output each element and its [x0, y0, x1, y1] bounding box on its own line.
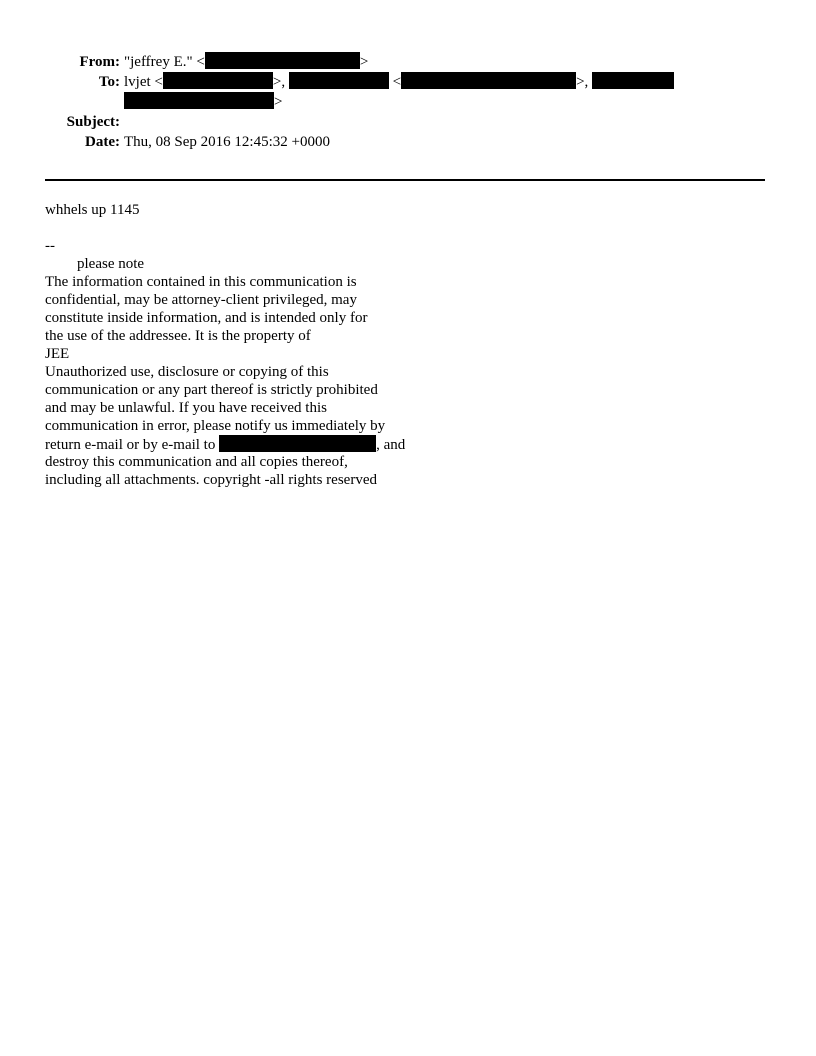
- disclaimer-line: the use of the addressee. It is the property of: [45, 328, 311, 344]
- subject-row: [0, 112, 816, 132]
- from-row: [0, 52, 816, 72]
- redaction-bar: [205, 52, 360, 69]
- to-value-continued: [124, 92, 282, 112]
- from-close: >: [359, 54, 369, 70]
- disclaimer-line: confidential, may be attorney-client privileged, may: [45, 292, 357, 308]
- redaction-bar: [219, 435, 376, 452]
- disclaimer-line: JEE: [45, 346, 70, 362]
- to-row-continued: [0, 92, 816, 112]
- subject-label: Subject:: [66, 114, 120, 130]
- date-value: Thu, 08 Sep 2016 12:45:32 +0000: [124, 134, 330, 150]
- message-text: whhels up 1145: [45, 202, 140, 218]
- disclaimer-line: communication or any part thereof is strictly prohibited: [45, 382, 378, 398]
- redaction-bar: [124, 92, 274, 109]
- to-label: To:: [98, 74, 120, 90]
- disclaimer-line: Unauthorized use, disclosure or copying of this: [45, 364, 329, 380]
- redaction-bar: [592, 72, 674, 89]
- note-heading: please note: [77, 256, 145, 272]
- disclaimer-line: constitute inside information, and is intended only for: [45, 310, 368, 326]
- disclaimer-line: and may be unlawful. If you have received this: [45, 400, 327, 416]
- to-value: [124, 72, 674, 92]
- email-header: [0, 52, 816, 152]
- disclaimer-line: The information contained in this communication is: [45, 274, 357, 290]
- redaction-bar: [401, 72, 576, 89]
- disclaimer-line: communication in error, please notify us immediately by: [45, 418, 386, 434]
- signature-separator: --: [45, 238, 55, 254]
- from-value: [124, 52, 368, 72]
- to-separator-1: >,: [272, 74, 286, 90]
- to-recipient-1: lvjet <: [124, 74, 163, 90]
- redaction-bar: [289, 72, 389, 89]
- date-label: Date:: [85, 134, 120, 150]
- to-close-3: >: [274, 94, 283, 110]
- date-row: [0, 132, 816, 152]
- disclaimer-line: including all attachments. copyright -all rights reserved: [45, 472, 377, 488]
- to-row: [0, 72, 816, 92]
- return-text-after: , and: [376, 437, 406, 453]
- return-text-before: return e-mail or by e-mail to: [45, 437, 220, 453]
- to-open-2: <: [392, 74, 402, 90]
- disclaimer-return-line: [45, 435, 445, 453]
- from-label: From:: [79, 54, 120, 70]
- redaction-bar: [163, 72, 273, 89]
- header-divider: [45, 179, 765, 181]
- from-name: "jeffrey E." <: [124, 54, 205, 70]
- email-body: [45, 201, 445, 489]
- blank-line: [45, 219, 445, 237]
- disclaimer-line: destroy this communication and all copies thereof,: [45, 454, 348, 470]
- to-separator-2: >,: [576, 74, 589, 90]
